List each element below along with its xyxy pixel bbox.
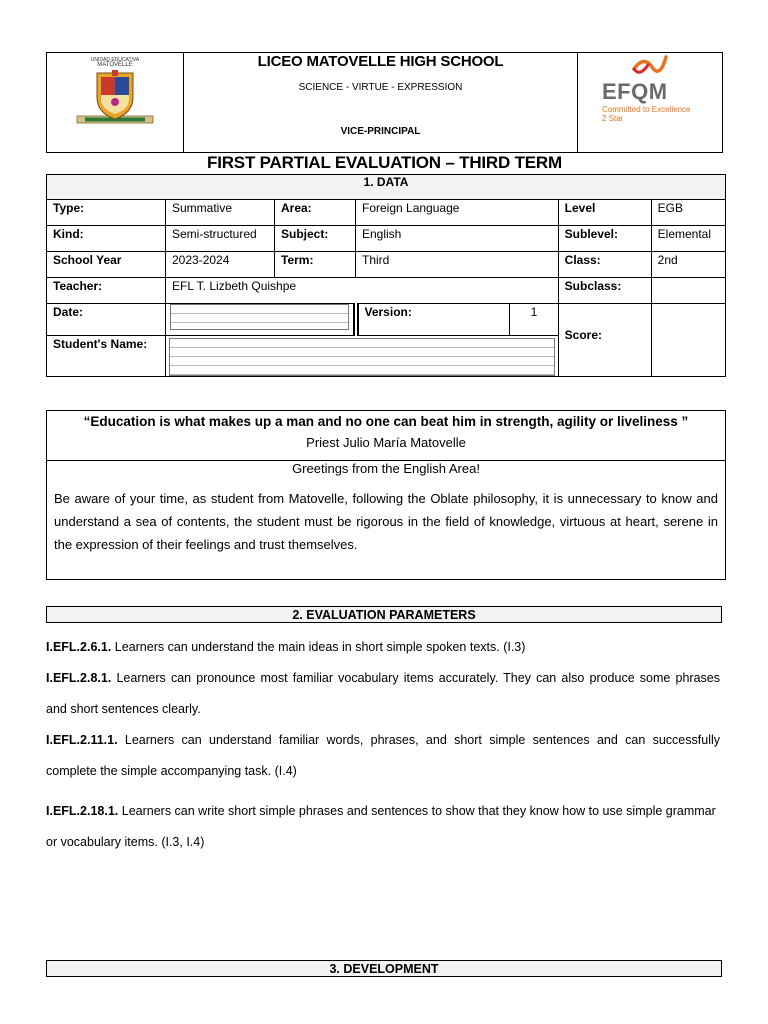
evaluation-parameters-list [46, 632, 720, 858]
data-table [46, 174, 726, 377]
area-label: Area: [275, 200, 356, 226]
parameter-text: Learners can understand the main ideas in short simple spoken texts. (I.3) [111, 640, 526, 654]
parameter-text: Learners can write short simple phrases and sentences to show that they know how to use simple grammar or vocabulary items. (I.3, I.4) [46, 804, 716, 849]
subject-value: English [356, 226, 559, 252]
parameter-item [46, 725, 720, 787]
date-cell [166, 304, 356, 336]
parameter-text: Learners can understand familiar words, phrases, and short simple sentences and can successfully complete the simple accompanying task. (I.4) [46, 733, 720, 778]
intro-paragraph: Be aware of your time, as student from Matovelle, following the Oblate philosophy, it is unnecessary to know and understand a sea of contents, the student must be rigorous in the field of knowledge, virtuous at heart, serene in the expression of their feelings and trust themselves. [54, 491, 718, 552]
school-year-label: School Year [47, 252, 166, 278]
school-header [46, 52, 723, 153]
document-title: FIRST PARTIAL EVALUATION – THIRD TERM [207, 153, 562, 172]
subclass-label: Subclass: [558, 278, 651, 304]
parameter-item [46, 796, 720, 858]
logo-caption-top: UNIDAD EDUCATIVA [90, 57, 140, 63]
efqm-wordmark: EFQM [602, 79, 668, 104]
parameter-code: I.EFL.2.11.1. [46, 733, 118, 747]
school-year-value: 2023-2024 [166, 252, 275, 278]
logo-caption-main: MATOVELLE [97, 62, 133, 68]
efqm-tagline: Committed to Excellence [602, 105, 691, 114]
student-name-label: Student's Name: [47, 336, 166, 377]
type-value: Summative [166, 200, 275, 226]
term-label: Term: [275, 252, 356, 278]
student-name-field[interactable] [169, 338, 555, 376]
parameter-code: I.EFL.2.18.1. [46, 804, 119, 818]
term-value: Third [356, 252, 559, 278]
sublevel-label: Sublevel: [558, 226, 651, 252]
greeting-text: Greetings from the English Area! [292, 461, 480, 476]
office-label: VICE-PRINCIPAL [340, 126, 421, 137]
level-label: Level [558, 200, 651, 226]
efqm-swoosh-icon [630, 51, 670, 81]
level-value: EGB [651, 200, 725, 226]
quote-author: Priest Julio María Matovelle [306, 435, 466, 450]
parameter-item [46, 632, 720, 663]
quote-text: “Education is what makes up a man and no one can beat him in strength, agility or liveliness ” [83, 414, 689, 429]
date-label: Date: [47, 304, 166, 336]
kind-value: Semi-structured [166, 226, 275, 252]
school-logo-cell [47, 53, 184, 153]
school-title-cell [184, 53, 578, 153]
efqm-star: 2 Star [602, 114, 624, 123]
efqm-logo-cell [578, 53, 723, 153]
version-value: 1 [510, 304, 558, 336]
parameter-code: I.EFL.2.8.1. [46, 671, 112, 685]
type-label: Type: [47, 200, 166, 226]
class-label: Class: [558, 252, 651, 278]
teacher-value: EFL T. Lizbeth Quishpe [166, 278, 559, 304]
school-crest-icon [75, 69, 155, 127]
parameter-item [46, 663, 720, 725]
development-heading: 3. DEVELOPMENT [46, 960, 722, 977]
area-value: Foreign Language [356, 200, 559, 226]
subclass-value[interactable] [651, 278, 725, 304]
kind-label: Kind: [47, 226, 166, 252]
score-field[interactable] [651, 304, 725, 377]
class-value: 2nd [651, 252, 725, 278]
evaluation-parameters-heading: 2. EVALUATION PARAMETERS [46, 606, 722, 623]
parameter-text: Learners can pronounce most familiar vocabulary items accurately. They can also produce some phrases and short sentences clearly. [46, 671, 720, 716]
sublevel-value: Elemental [651, 226, 725, 252]
school-name: LICEO MATOVELLE HIGH SCHOOL [257, 53, 504, 70]
subject-label: Subject: [275, 226, 356, 252]
parameter-code: I.EFL.2.6.1. [46, 640, 112, 654]
school-motto: SCIENCE - VIRTUE - EXPRESSION [298, 82, 463, 93]
version-label: Version: [356, 304, 510, 336]
score-label: Score: [558, 304, 651, 377]
date-field[interactable] [170, 304, 349, 330]
teacher-label: Teacher: [47, 278, 166, 304]
student-name-cell [166, 336, 559, 377]
data-heading: 1. DATA [47, 175, 726, 200]
quote-box [46, 410, 726, 580]
